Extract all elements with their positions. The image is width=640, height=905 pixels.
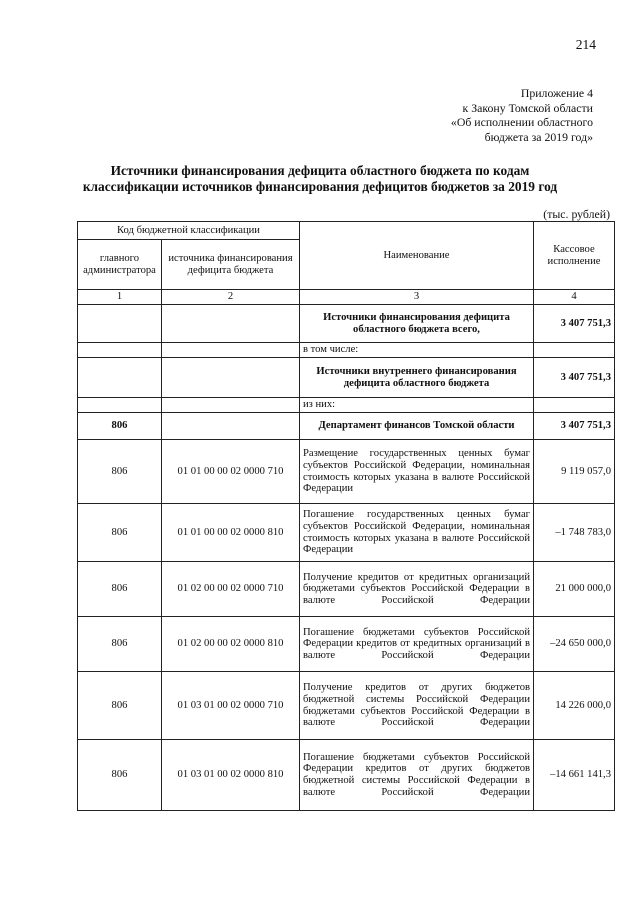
source-code-cell: 01 03 01 00 02 0000 710 bbox=[162, 672, 300, 740]
page-number: 214 bbox=[575, 37, 596, 52]
admin-code-cell bbox=[78, 343, 162, 358]
column-number: 2 bbox=[162, 290, 300, 305]
amount-cell bbox=[534, 343, 615, 358]
name-cell: Погашение государственных ценных бумаг субъектов Российской Федерации, номинальная стоимость которых указана в валюте Российской Федерации bbox=[300, 504, 534, 562]
name-cell: в том числе: bbox=[300, 343, 534, 358]
header-admin: главного администратора bbox=[78, 240, 162, 290]
budget-table bbox=[77, 221, 615, 811]
amount-cell: –24 650 000,0 bbox=[534, 617, 615, 672]
header-source: источника финансирования дефицита бюджета bbox=[162, 240, 300, 290]
table-row bbox=[78, 305, 615, 343]
name-cell: Погашение бюджетами субъектов Российской Федерации кредитов от кредитных организаций в валюте Российской Федерации bbox=[300, 617, 534, 672]
column-number: 4 bbox=[534, 290, 615, 305]
source-code-cell bbox=[162, 305, 300, 343]
column-number: 1 bbox=[78, 290, 162, 305]
amount-cell: 9 119 057,0 bbox=[534, 440, 615, 504]
source-code-cell: 01 02 00 00 02 0000 710 bbox=[162, 562, 300, 617]
source-code-cell: 01 03 01 00 02 0000 810 bbox=[162, 740, 300, 811]
name-cell: Размещение государственных ценных бумаг субъектов Российской Федерации, номинальная стоимость которых указана в валюте Российской Федерации bbox=[300, 440, 534, 504]
name-cell: Получение кредитов от кредитных организаций бюджетами субъектов Российской Федерации в валюте Российской Федерации bbox=[300, 562, 534, 617]
admin-code-cell: 806 bbox=[78, 440, 162, 504]
appendix-line: к Закону Томской области bbox=[462, 100, 593, 115]
name-cell: Погашение бюджетами субъектов Российской Федерации кредитов от других бюджетов бюджетной системы Российской Федерации в валюте Российской Федерации bbox=[300, 740, 534, 811]
table-row bbox=[78, 617, 615, 672]
document-title bbox=[40, 163, 600, 195]
source-code-cell bbox=[162, 413, 300, 440]
column-number: 3 bbox=[300, 290, 534, 305]
admin-code-cell: 806 bbox=[78, 562, 162, 617]
table-row bbox=[78, 358, 615, 398]
amount-cell: 3 407 751,3 bbox=[534, 358, 615, 398]
amount-cell: 3 407 751,3 bbox=[534, 413, 615, 440]
table-row bbox=[78, 672, 615, 740]
name-cell: Департамент финансов Томской области bbox=[300, 413, 534, 440]
admin-code-cell: 806 bbox=[78, 504, 162, 562]
header-code-group: Код бюджетной классификации bbox=[78, 222, 300, 240]
table-row bbox=[78, 562, 615, 617]
table-row bbox=[78, 343, 615, 358]
admin-code-cell bbox=[78, 398, 162, 413]
amount-cell: –1 748 783,0 bbox=[534, 504, 615, 562]
name-cell: Получение кредитов от других бюджетов бюджетной системы Российской Федерации бюджетами субъектов Российской Федерации в валюте Российской Федерации bbox=[300, 672, 534, 740]
admin-code-cell: 806 bbox=[78, 413, 162, 440]
name-cell: Источники финансирования дефицита областного бюджета всего, bbox=[300, 305, 534, 343]
admin-code-cell: 806 bbox=[78, 617, 162, 672]
table-row bbox=[78, 504, 615, 562]
admin-code-cell: 806 bbox=[78, 740, 162, 811]
source-code-cell: 01 01 00 00 02 0000 810 bbox=[162, 504, 300, 562]
source-code-cell bbox=[162, 358, 300, 398]
source-code-cell: 01 02 00 00 02 0000 810 bbox=[162, 617, 300, 672]
admin-code-cell: 806 bbox=[78, 672, 162, 740]
admin-code-cell bbox=[78, 305, 162, 343]
table-row bbox=[78, 398, 615, 413]
table-row bbox=[78, 740, 615, 811]
admin-code-cell bbox=[78, 358, 162, 398]
header-name: Наименование bbox=[300, 222, 534, 290]
title-line: классификации источников финансирования дефицитов бюджетов за 2019 год bbox=[82, 179, 558, 194]
header-execution: Кассовое исполнение bbox=[534, 222, 615, 290]
name-cell: Источники внутреннего финансирования дефицита областного бюджета bbox=[300, 358, 534, 398]
amount-cell: 14 226 000,0 bbox=[534, 672, 615, 740]
appendix-line: Приложение 4 bbox=[520, 86, 593, 100]
title-line: Источники финансирования дефицита областного бюджета по кодам bbox=[110, 163, 530, 178]
unit-note: (тыс. рублей) bbox=[543, 207, 610, 221]
source-code-cell bbox=[162, 343, 300, 358]
appendix-reference bbox=[451, 86, 593, 144]
amount-cell: –14 661 141,3 bbox=[534, 740, 615, 811]
name-cell: из них: bbox=[300, 398, 534, 413]
amount-cell bbox=[534, 398, 615, 413]
appendix-line: бюджета за 2019 год» bbox=[484, 129, 593, 144]
amount-cell: 3 407 751,3 bbox=[534, 305, 615, 343]
source-code-cell: 01 01 00 00 02 0000 710 bbox=[162, 440, 300, 504]
table-row bbox=[78, 440, 615, 504]
source-code-cell bbox=[162, 398, 300, 413]
amount-cell: 21 000 000,0 bbox=[534, 562, 615, 617]
table-row bbox=[78, 413, 615, 440]
appendix-line: «Об исполнении областного bbox=[450, 115, 593, 129]
